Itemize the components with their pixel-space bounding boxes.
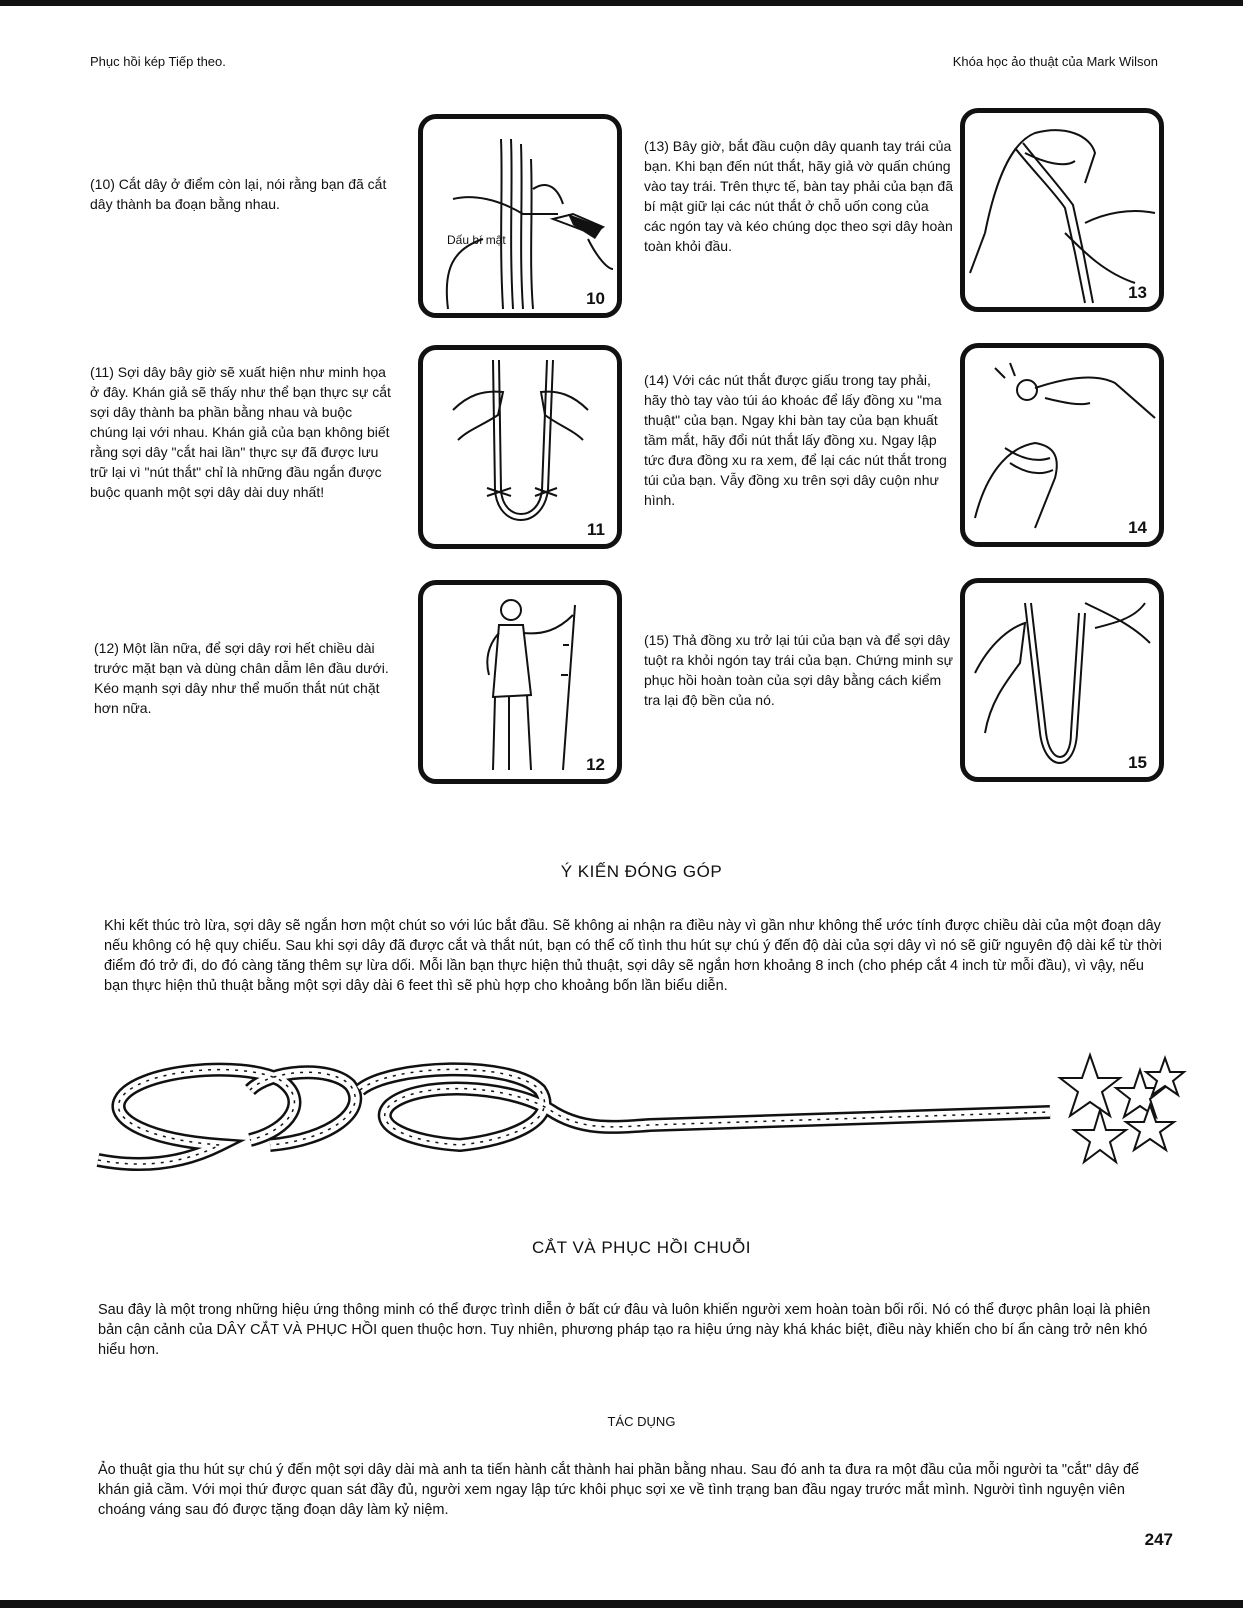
figure-15 (960, 578, 1164, 782)
step-15-text: (15) Thả đồng xu trở lại túi của bạn và để sợi dây tuột ra khỏi ngón tay trái của bạn. Chứng minh sự phục hồi hoàn toàn của sợi dây bằng cách kiểm tra lại độ bền của nó. (644, 632, 954, 708)
figure-13 (960, 108, 1164, 312)
figure-14-illustration (965, 348, 1159, 542)
figure-11-number: 11 (587, 520, 605, 539)
section-heading: CẮT VÀ PHỤC HỒI CHUỖI (532, 1238, 751, 1257)
top-border (0, 0, 1243, 6)
figure-13-number: 13 (1128, 283, 1147, 302)
figure-15-illustration (965, 583, 1159, 777)
step-10-text: (10) Cắt dây ở điểm còn lại, nói rằng bạn đã cắt dây thành ba đoạn bằng nhau. (90, 176, 387, 212)
running-header-right: Khóa học ảo thuật của Mark Wilson (952, 54, 1158, 69)
step-11-text: (11) Sợi dây bây giờ sẽ xuất hiện như minh họa ở đây. Khán giả sẽ thấy như thể bạn thực sự cắt sợi dây thành ba phần bằng nhau và buộc chúng lại với nhau. Khán giả của bạn không biết rằng sợi dây "cắt hai lần" thực sự đã được lưu trữ lại vì "nút thắt" chỉ là những đầu ngắn được buộc quanh một sợi dây dài duy nhất! (90, 364, 391, 500)
figure-13-illustration (965, 113, 1159, 307)
effect-body: Ảo thuật gia thu hút sự chú ý đến một sợi dây dài mà anh ta tiến hành cắt thành hai phần bằng nhau. Sau đó anh ta đưa ra một đầu của mỗi người ta "cắt" dây để khán giả cầm. Với mọi thứ được quan sát đầy đủ, người xem ngay lập tức khôi phục sợi xe về tình trạng ban đầu ngay trước mắt mình. Người tình nguyện viên choáng váng sau đó được tặng đoạn dây làm kỷ niệm. (98, 1462, 1140, 1518)
figure-12-illustration (423, 585, 617, 779)
figure-10-illustration (423, 119, 617, 313)
figure-12 (418, 580, 622, 784)
page-number: 247 (1144, 1530, 1173, 1549)
figure-10 (418, 114, 622, 318)
figure-15-number: 15 (1128, 753, 1147, 772)
bottom-border (0, 1600, 1243, 1608)
effect-heading: TÁC DỤNG (607, 1414, 676, 1429)
section-body: Sau đây là một trong những hiệu ứng thông minh có thể được trình diễn ở bất cứ đâu và luôn khiến người xem hoàn toàn bối rối. Nó có thể được phân loại là phiên bản cận cảnh của DÂY CẮT VÀ PHỤC HỒI quen thuộc hơn. Tuy nhiên, phương pháp tạo ra hiệu ứng này khá khác biệt, điều này khiến cho bí ẩn càng trở nên khó hiểu hơn. (98, 1302, 1151, 1358)
figure-11-illustration (423, 350, 617, 544)
rope-illustration (90, 1050, 1210, 1200)
comment-body: Khi kết thúc trò lừa, sợi dây sẽ ngắn hơn một chút so với lúc bắt đầu. Sẽ không ai nhận ra điều này vì gần như không thể ước tính được chiều dài của một đoạn dây nếu không có hệ quy chiếu. Sau khi sợi dây đã được cắt và thắt nút, bạn có thể cố tình thu hút sự chú ý đến độ dài của sợi dây vì nó sẽ giữ nguyên độ dài kể từ thời điểm đó trở đi, do đó càng tăng thêm sự lừa dối. Mỗi lần bạn thực hiện thủ thuật, sợi dây sẽ ngắn hơn khoảng 8 inch (cho phép cắt 4 inch từ mỗi đầu), vì vậy, nếu bạn thực hiện thủ thuật bằng một sợi dây dài 6 feet thì sẽ phù hợp cho khoảng bốn lần biểu diễn. (104, 918, 1162, 994)
running-header-left: Phục hồi kép Tiếp theo. (90, 54, 226, 69)
figure-10-number: 10 (586, 289, 605, 308)
figure-14-number: 14 (1128, 518, 1147, 537)
comment-heading: Ý KIẾN ĐÓNG GÓP (560, 862, 723, 881)
step-14-text: (14) Với các nút thắt được giấu trong tay phải, hãy thò tay vào túi áo khoác để lấy đồng xu "ma thuật" của bạn. Ngay khi bàn tay của bạn khuất tầm mắt, hãy đổi nút thắt lấy đồng xu. Ngay lập tức đưa đồng xu ra xem, để lại các nút thắt trong túi của bạn. Vẫy đồng xu trên sợi dây cuộn như hình. (644, 372, 947, 508)
step-12-text: (12) Một lần nữa, để sợi dây rơi hết chiều dài trước mặt bạn và dùng chân dẫm lên đầu dưới. Kéo mạnh sợi dây như thể muốn thắt nút chặt hơn nữa. (94, 640, 389, 716)
figure-12-number: 12 (586, 755, 605, 774)
sparkle-stars (1060, 1055, 1184, 1162)
secret-mark-label: Dấu bí mật (447, 233, 506, 247)
figure-11 (418, 345, 622, 549)
figure-14 (960, 343, 1164, 547)
step-13-text: (13) Bây giờ, bắt đầu cuộn dây quanh tay trái của bạn. Khi bạn đến nút thắt, hãy giả vờ quấn chúng vào tay trái. Trên thực tế, bàn tay phải của bạn đã bí mật giữ lại các nút thắt ở chỗ uốn cong của các ngón tay và kéo chúng dọc theo sợi dây hoàn toàn khỏi đầu. (644, 138, 954, 254)
